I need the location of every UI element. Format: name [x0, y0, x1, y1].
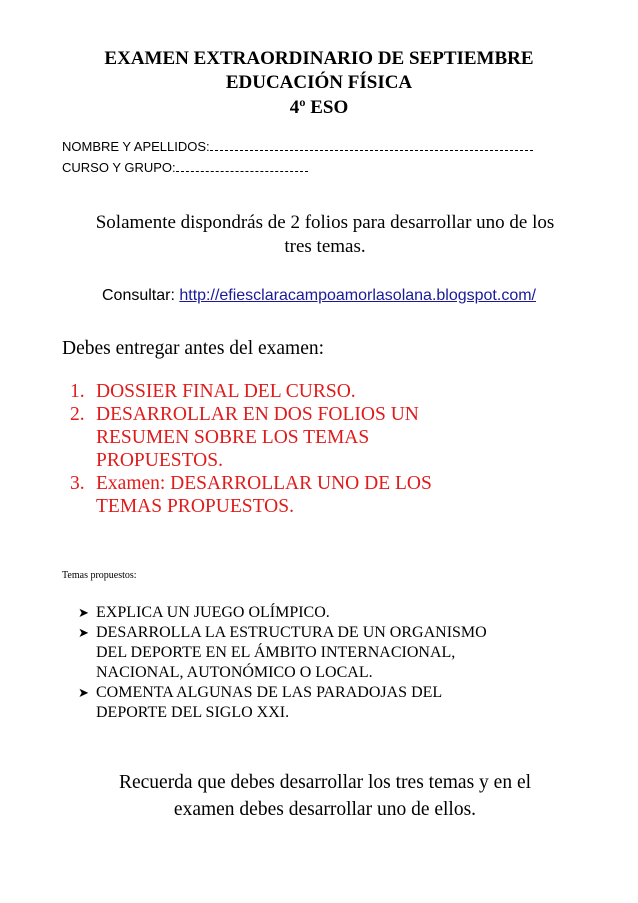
deliver-item: [70, 380, 590, 403]
course-field-label: CURSO Y GRUPO:: [62, 160, 176, 175]
arrow-bullet-icon: ➤: [78, 685, 89, 700]
topics-list: [78, 603, 598, 723]
deliver-item: [70, 472, 590, 518]
item-number: 1.: [70, 381, 85, 402]
deliver-item: [70, 403, 590, 472]
name-field-label: NOMBRE Y APELLIDOS:: [62, 139, 210, 154]
topic-text: NACIONAL, AUTONÓMICO O LOCAL.: [96, 664, 373, 681]
arrow-bullet-icon: ➤: [78, 605, 89, 620]
topic-text: DEPORTE DEL SIGLO XXI.: [96, 704, 290, 721]
topics-label: Temas propuestos:: [62, 570, 137, 581]
item-text: DESARROLLAR EN DOS FOLIOS UN: [96, 404, 419, 425]
intro-line-1: Solamente dispondrás de 2 folios para desarrollar uno de los: [95, 212, 555, 233]
item-number: 2.: [70, 404, 85, 425]
item-number: 3.: [70, 473, 85, 494]
topic-text: COMENTA ALGUNAS DE LAS PARADOJAS DEL: [96, 684, 443, 701]
subject-title: EDUCACIÓN FÍSICA: [225, 72, 413, 93]
grade-title: 4º ESO: [289, 97, 349, 118]
intro-line-2: tres temas.: [284, 236, 366, 257]
item-text: RESUMEN SOBRE LOS TEMAS: [96, 427, 370, 448]
item-text: Examen: DESARROLLAR UNO DE LOS: [96, 473, 432, 494]
closing-line-2: examen debes desarrollar uno de ellos.: [173, 799, 477, 820]
deliver-heading: Debes entregar antes del examen:: [62, 338, 325, 359]
course-blank-line[interactable]: [176, 160, 308, 172]
topic-text: DEL DEPORTE EN EL ÁMBITO INTERNACIONAL,: [96, 644, 456, 661]
topic-item: [78, 603, 598, 623]
consult-line: [0, 286, 638, 306]
item-text: PROPUESTOS.: [96, 450, 223, 471]
arrow-bullet-icon: ➤: [78, 625, 89, 640]
name-blank-line[interactable]: [210, 139, 533, 151]
blog-link[interactable]: http://efiesclaracampoamorlasolana.blogspot.com/: [179, 287, 536, 304]
topic-text: EXPLICA UN JUEGO OLÍMPICO.: [96, 604, 330, 621]
exam-title: EXAMEN EXTRAORDINARIO DE SEPTIEMBRE: [104, 48, 534, 69]
name-field[interactable]: [62, 139, 533, 155]
deliver-list: [70, 380, 590, 518]
topic-text: DESARROLLA LA ESTRUCTURA DE UN ORGANISMO: [96, 624, 487, 641]
consult-label: Consultar:: [101, 287, 180, 304]
topic-item: [78, 683, 598, 723]
item-text: DOSSIER FINAL DEL CURSO.: [96, 381, 356, 402]
topic-item: [78, 623, 598, 683]
item-text: TEMAS PROPUESTOS.: [96, 496, 294, 517]
closing-line-1: Recuerda que debes desarrollar los tres temas y en el: [118, 772, 532, 793]
course-field[interactable]: [62, 160, 308, 176]
